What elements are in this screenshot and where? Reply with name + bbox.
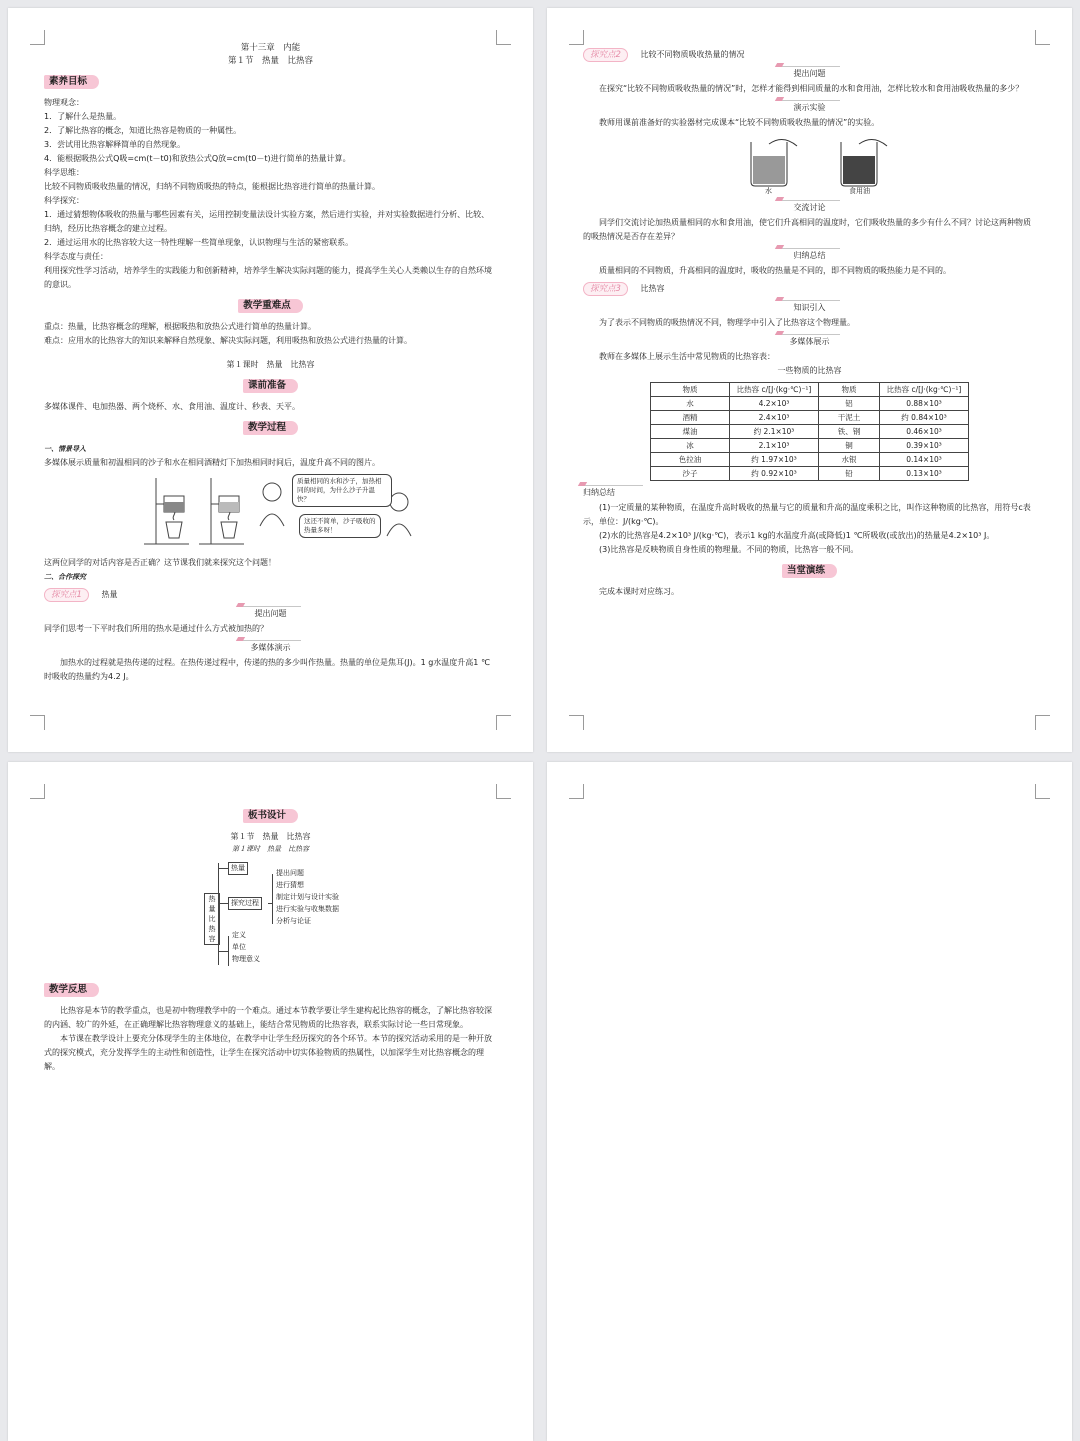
sub-heading: 知识引入 [583, 300, 1036, 315]
intro-text: 多媒体展示质量和初温相同的沙子和水在相同酒精灯下加热相同时间后，温度升高不同的图片。 [44, 458, 380, 467]
goal-line: 1．了解什么是热量。 [44, 112, 122, 121]
table-cell: 约 2.1×10³ [730, 425, 819, 439]
intro-heading: 一、情景导入 [44, 445, 86, 453]
table-cell: 冰 [651, 439, 730, 453]
page-corner-mark [30, 784, 45, 799]
table-cell: 干泥土 [819, 411, 880, 425]
tree-node-process: 探究过程 [228, 897, 262, 910]
explore-point-title: 比热容 [640, 284, 665, 293]
demo-text: 加热水的过程就是热传递的过程。在热传递过程中，传递的热的多少叫作热量。热量的单位是焦耳(J)。1 g水温度升高1 ℃时吸收的热量约为4.2 J。 [44, 658, 490, 681]
table-row [651, 453, 969, 467]
prep-heading: 课前准备 [243, 379, 298, 393]
beaker-label-oil: 食用油 [849, 187, 870, 195]
goal-line: 科学态度与责任： [44, 252, 108, 261]
table-cell: 煤油 [651, 425, 730, 439]
table-cell: 约 1.97×10³ [730, 453, 819, 467]
tree-step: 制定计划与设计实验 [276, 893, 339, 901]
table-cell: 2.1×10³ [730, 439, 819, 453]
page-corner-mark [1035, 715, 1050, 730]
sub-heading: 提出问题 [583, 66, 1036, 81]
section-title: 第１节 热量 比热容 [227, 56, 313, 66]
explore-point-title: 比较不同物质吸收热量的情况 [640, 50, 745, 59]
goal-line: 科学思维： [44, 168, 84, 177]
table-cell: 铝 [819, 397, 880, 411]
document-page-4 [547, 762, 1072, 1441]
coop-heading: 二、合作探究 [44, 573, 86, 581]
explore-point-badge: 探究点3 [583, 282, 628, 296]
table-cell: 铅 [819, 467, 880, 481]
page-corner-mark [1035, 784, 1050, 799]
tree-step: 进行实验与收集数据 [276, 905, 339, 913]
sub-heading: 归纳总结 [583, 485, 1036, 500]
table-cell: 约 0.84×10³ [880, 411, 969, 425]
board-tree-diagram [44, 861, 497, 976]
sub-heading: 多媒体演示 [44, 640, 497, 655]
table-cell: 2.4×10³ [730, 411, 819, 425]
board-lesson: 第１课时 热量 比热容 [232, 845, 309, 853]
sub-heading: 提出问题 [44, 606, 497, 621]
specific-heat-table [650, 382, 969, 481]
page-corner-mark [30, 30, 45, 45]
lesson-title: 第１课时 热量 比热容 [226, 360, 315, 369]
question-text: 这两位同学的对话内容是否正确？这节课我们就来探究这个问题！ [44, 558, 276, 567]
heating-apparatus-drawing [44, 474, 497, 552]
explore-point-badge: 探究点1 [44, 588, 89, 602]
reflect-paragraph: 比热容是本节的教学重点，也是初中物理教学中的一个难点。通过本节教学要让学生建构起比热容的概念，了解比热容较深的内涵、较广的外延，在正确理解比热容物理意义的基础上，能结合常见物质的比热容表，联系实际讨论一些日常现象。 [44, 1006, 492, 1029]
sub-heading: 归纳总结 [583, 248, 1036, 263]
tree-step: 分析与论证 [276, 917, 311, 925]
question-bubble: 质量相同的水和沙子，加热相同的时间，为什么沙子升温快？ [292, 474, 392, 507]
key-point: 重点：热量，比热容概念的理解，根据吸热和放热公式进行简单的热量计算。 [44, 322, 316, 331]
knowledge-text: 为了表示不同物质的吸热情况不同，物理学中引入了比热容这个物理量。 [599, 318, 855, 327]
table-cell: 0.39×10³ [880, 439, 969, 453]
page-corner-mark [496, 784, 511, 799]
goal-line: 科学探究： [44, 196, 84, 205]
page-corner-mark [569, 715, 584, 730]
table-cell: 酒精 [651, 411, 730, 425]
tree-step: 提出问题 [276, 869, 304, 877]
page-corner-mark [569, 30, 584, 45]
table-row [651, 411, 969, 425]
sand-water-illustration [44, 474, 497, 552]
page-corner-mark [496, 30, 511, 45]
sub-heading: 多媒体展示 [583, 334, 1036, 349]
summary2-line: (2)水的比热容是4.2×10³ J/(kg·℃)，表示1 kg的水温度升高(或降低)1 ℃所吸收(或放出)的热量是4.2×10³ J。 [599, 531, 995, 540]
table-cell: 色拉油 [651, 453, 730, 467]
table-cell: 水银 [819, 453, 880, 467]
summary2-line: (3)比热容是反映物质自身性质的物理量。不同的物质，比热容一般不同。 [599, 545, 859, 554]
demo-text: 教师用课前准备好的实验器材完成课本“比较不同物质吸收热量的情况”的实验。 [599, 118, 880, 127]
table-cell: 约 0.92×10³ [730, 467, 819, 481]
table-row [651, 439, 969, 453]
answer-bubble: 这还不简单，沙子吸收的热量多呀！ [299, 514, 381, 538]
table-cell: 0.13×10³ [880, 467, 969, 481]
goal-line: 物理观念： [44, 98, 84, 107]
goal-line: 利用探究性学习活动，培养学生的实践能力和创新精神，培养学生解决实际问题的能力，提高学生关心人类赖以生存的自然环境的意识。 [44, 266, 492, 289]
table-cell: 水 [651, 397, 730, 411]
goal-line: 2．通过运用水的比热容较大这一特性理解一些简单现象，认识物理与生活的紧密联系。 [44, 238, 354, 247]
ask-text: 同学们思考一下平时我们所用的热水是通过什么方式被加热的？ [44, 624, 268, 633]
ask-text: 在探究“比较不同物质吸收热量的情况”时，怎样才能得到相同质量的水和食用油，怎样比较水和食用油吸收热量的多少？ [599, 84, 1024, 93]
media-text: 教师在多媒体上展示生活中常见物质的比热容表： [599, 352, 775, 361]
document-page-1 [8, 8, 533, 752]
page-corner-mark [1035, 30, 1050, 45]
tree-step: 进行猜想 [276, 881, 304, 889]
table-cell: 0.46×10³ [880, 425, 969, 439]
practice-heading: 当堂演练 [782, 564, 837, 578]
reflect-paragraph: 本节课在教学设计上要充分体现学生的主体地位，在教学中让学生经历探究的各个环节。本节的探究活动采用的是一种开放式的探究模式，充分发挥学生的主动性和创造性，让学生在探究活动中切实体验物质的热属性，以加深学生对比热容概念的理解。 [44, 1034, 492, 1071]
goal-line: 比较不同物质吸收热量的情况，归纳不同物质吸热的特点，能根据比热容进行简单的热量计算。 [44, 182, 380, 191]
tree-prop: 物理意义 [232, 955, 260, 963]
discuss-text: 同学们交流讨论加热质量相同的水和食用油，使它们升高相同的温度时，它们吸收热量的多少有什么不同？讨论这两种物质的吸热情况是否存在差异？ [583, 218, 1031, 241]
practice-text: 完成本课时对应练习。 [599, 587, 679, 596]
process-heading: 教学过程 [243, 421, 298, 435]
table-cell: 铜 [819, 439, 880, 453]
chapter-title: 第十三章 内能 [240, 43, 301, 53]
goal-list [44, 96, 497, 292]
table-cell: 0.88×10³ [880, 397, 969, 411]
table-row [651, 425, 969, 439]
explore-point-badge: 探究点2 [583, 48, 628, 62]
table-cell: 铁、钢 [819, 425, 880, 439]
goal-line: 2．了解比热容的概念，知道比热容是物质的一种属性。 [44, 126, 242, 135]
document-page-2 [547, 8, 1072, 752]
sub-heading: 演示实验 [583, 100, 1036, 115]
document-page-3 [8, 762, 533, 1441]
explore-point-title: 热量 [101, 590, 118, 599]
table-row [651, 397, 969, 411]
tree-root: 热量 比热容 [204, 893, 220, 945]
prep-text: 多媒体课件、电加热器、两个烧杯、水、食用油、温度计、秒表、天平。 [44, 402, 300, 411]
goal-heading: 素养目标 [44, 75, 99, 89]
beakers-drawing [583, 134, 1036, 188]
board-heading: 板书设计 [243, 809, 298, 823]
summary2-line: (1)一定质量的某种物质，在温度升高时吸收的热量与它的质量和升高的温度乘积之比，叫作这种物质的比热容，用符号c表示，单位：J/(kg·℃)。 [583, 503, 1031, 526]
beaker-label-water: 水 [765, 187, 772, 195]
difficult-point: 难点：应用水的比热容大的知识来解释自然现象、解决实际问题，利用吸热和放热公式进行热量的计算。 [44, 336, 412, 345]
key-heading: 教学重难点 [238, 299, 303, 313]
sub-heading: 交流讨论 [583, 200, 1036, 215]
goal-line: 1．通过猜想物体吸收的热量与哪些因素有关，运用控制变量法设计实验方案，然后进行实验，并对实验数据进行分析、比较、归纳，经历比热容概念的建立过程。 [44, 210, 490, 233]
table-row [651, 467, 969, 481]
table-cell: 0.14×10³ [880, 453, 969, 467]
beaker-illustration [583, 134, 1036, 196]
summary-text: 质量相同的不同物质，升高相同的温度时，吸收的热量是不同的，即不同物质的吸热能力是不同的。 [599, 266, 951, 275]
goal-line: 4．能根据吸热公式Q吸=cm(t－t0)和放热公式Q放=cm(t0－t)进行简单的热量计算。 [44, 154, 351, 163]
reflect-heading: 教学反思 [44, 983, 99, 997]
goal-line: 3．尝试用比热容解释简单的自然现象。 [44, 140, 186, 149]
table-cell: 沙子 [651, 467, 730, 481]
page-corner-mark [30, 715, 45, 730]
tree-prop: 定义 [232, 931, 246, 939]
table-cell: 4.2×10³ [730, 397, 819, 411]
tree-node-heat: 热量 [228, 862, 248, 875]
page-corner-mark [496, 715, 511, 730]
tree-prop: 单位 [232, 943, 246, 951]
table-header-row: 物质 比热容 c/[J·(kg·℃)⁻¹] 物质 比热容 c/[J·(kg·℃)⁻¹] [651, 383, 969, 397]
table-caption: 一些物质的比热容 [777, 366, 842, 375]
board-section: 第１节 热量 比热容 [230, 832, 311, 841]
page-corner-mark [569, 784, 584, 799]
